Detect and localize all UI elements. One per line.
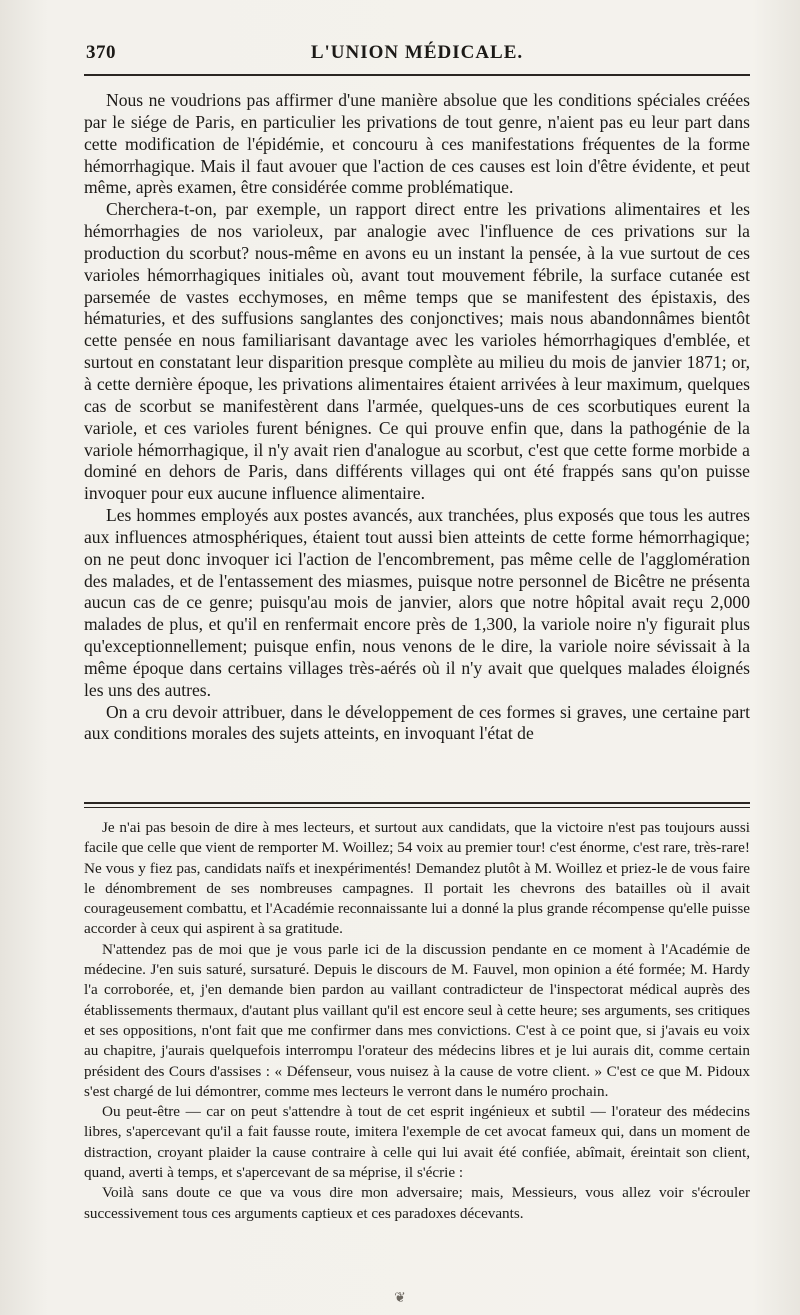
footnote-separator-rule: [84, 802, 750, 808]
footnote-paragraph: N'attendez pas de moi que je vous parle ici de la discussion pendante en ce moment à l'Académie de médecine. J'en suis saturé, sursaturé. Depuis le discours de M. Fauvel, mon opinion a été formée; M. Hardy l'a corroborée, et, j'en demande bien pardon au vaillant contradicteur de l'inspectorat médical auprès des établissements thermaux, d'autant plus vaillant qu'il est encore seul à cette heure; ses arguments, ses critiques et ses oppositions, n'ont fait que me confirmer dans mes convictions. C'est à ce point que, si j'avais eu voix au chapitre, j'aurais quelquefois interrompu l'orateur des médecins libres et je lui aurais dit, comme certain président des Cours d'assises : « Défenseur, vous nuisez à la cause de votre client. » C'est ce que M. Pidoux s'est chargé de lui démontrer, comme mes lecteurs le verront dans le numéro prochain.: [84, 940, 750, 1100]
body-paragraph: Nous ne voudrions pas affirmer d'une manière absolue que les conditions spéciales créées par le siége de Paris, en particulier les privations de tout genre, n'aient pas eu leur part dans cette modification de l'épidémie, et concouru à ces manifestations fréquentes de la forme hémorrhagique. Mais il faut avouer que l'action de ces causes est loin d'être évidente, et peut même, après examen, être considérée comme problématique.: [84, 90, 750, 198]
journal-title: L'UNION MÉDICALE.: [310, 42, 524, 63]
body-paragraph: Les hommes employés aux postes avancés, aux tranchées, plus exposés que tous les autres aux influences atmosphériques, étaient tout aussi bien atteints de cette forme hémorrhagique; on ne peut donc invoquer ici l'action de l'encombrement, pas même celle de l'agglomération des malades, et de l'entassement des miasmes, puisque notre personnel de Bicêtre ne présenta aucun cas de ce genre; puisqu'au mois de janvier, alors que notre hôpital avait reçu 2,000 malades de plus, et qu'il en renfermait encore près de 1,300, la variole noire n'y figurait plus qu'exceptionnellement; puisque enfin, nous venons de le dire, la variole noire sévissait à la même époque dans certains villages très-aérés où il n'y avait que quelques malades éloignés les uns des autres.: [84, 505, 750, 700]
body-paragraph: Cherchera-t-on, par exemple, un rapport direct entre les privations alimentaires et les hémorrhagies de nos varioleux, par analogie avec l'influence de ces privations sur la production du scorbut? nous-même en avons eu un instant la pensée, à la vue surtout de ces varioles hémorrhagiques initiales où, avant tout mouvement fébrile, la surface cutanée est parsemée de vastes ecchymoses, en même temps que se manifestent des épistaxis, des hématuries, et des suffusions sanglantes des conjonctives; mais nous abandonnâmes bientôt cette pensée en nous familiarisant davantage avec les varioles hémorrhagiques d'emblée, et surtout en constatant leur disparition presque complète au milieu du mois de janvier 1871; or, à cette dernière époque, les privations alimentaires étaient arrivées à leur maximum, quelques cas de scorbut se manifestèrent dans l'armée, quelques-uns de ces scorbutiques eurent la variole, et ces varioles furent bénignes. Ce qui prouve enfin que, dans la pathogénie de la variole hémorrhagique, il n'y avait rien d'analogue au scorbut, c'est que cette forme morbide a dominé en dehors de Paris, dans différents villages qui ont été frappés sans qu'on puisse invoquer pour eux aucune influence alimentaire.: [84, 199, 750, 504]
footnote-paragraph: Ou peut-être — car on peut s'attendre à tout de cet esprit ingénieux et subtil — l'orateur des médecins libres, s'apercevant qu'il a fait fausse route, imitera l'exemple de cet avocat fameux qui, dans un moment de distraction, croyant plaider la cause contraire à celle qui lui avait été confiée, abîmait, éreintait son client, quand, averti à temps, et s'apercevant de sa méprise, il s'écrie :: [84, 1103, 750, 1182]
header-rule: [84, 74, 750, 76]
body-paragraph: On a cru devoir attribuer, dans le développement de ces formes si graves, une certaine part aux conditions morales des sujets atteints, en invoquant l'état de: [84, 701, 750, 744]
running-head: [84, 42, 750, 68]
footnote-paragraph: Voilà sans doute ce que va vous dire mon adversaire; mais, Messieurs, vous allez voir s'écrouler successivement tous ces arguments captieux et ces paradoxes décevants.: [84, 1184, 750, 1222]
ornament-icon: ❦: [394, 1291, 406, 1306]
footnote-paragraph: Je n'ai pas besoin de dire à mes lecteurs, et surtout aux candidats, que la victoire n'est pas toujours aussi facile que celle que vient de remporter M. Woillez; 54 voix au premier tour! c'est énorme, c'est rare, très-rare! Ne vous y fiez pas, candidats naïfs et inexpérimentés! Demandez plutôt à M. Woillez et priez-le de vous faire le dénombrement de ses nombreuses campagnes. Il portait les chevrons des batailles où il avait courageusement combattu, et l'Académie reconnaissante lui a donné la plus grande récompense qu'elle puisse accorder à ceux qui aspirent à sa gratitude.: [84, 819, 750, 938]
main-text: [84, 90, 750, 745]
feuilleton-footnotes: [84, 818, 750, 1224]
page-number: 370: [86, 42, 116, 63]
